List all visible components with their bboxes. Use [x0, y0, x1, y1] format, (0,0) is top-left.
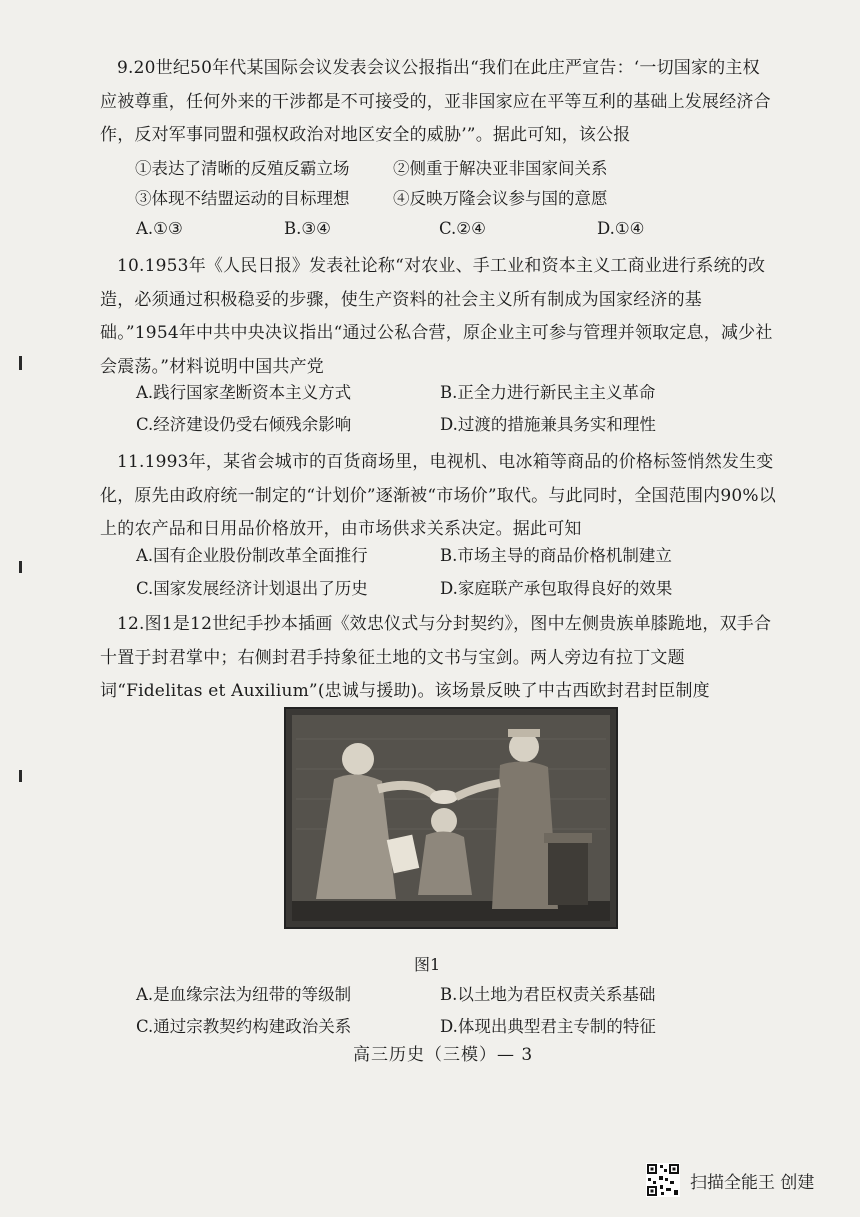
q9-option-a[interactable]: A.①③ — [136, 219, 183, 238]
q10-option-d[interactable]: D.过渡的措施兼具务实和理性 — [440, 415, 656, 434]
q9-option-d[interactable]: D.①④ — [597, 219, 645, 238]
figure-1-illustration — [284, 707, 618, 929]
binding-mark — [19, 356, 22, 370]
q12-option-d[interactable]: D.体现出典型君主专制的特征 — [440, 1017, 656, 1036]
q9-statement-4: ④反映万隆会议参与国的意愿 — [393, 189, 608, 208]
figure-1-caption: 图1 — [414, 955, 441, 974]
q10-option-b[interactable]: B.正全力进行新民主主义革命 — [440, 383, 656, 402]
q9-statement-1: ①表达了清晰的反殖反霸立场 — [135, 159, 350, 178]
q9-option-b[interactable]: B.③④ — [284, 219, 331, 238]
question-12-stem — [100, 608, 776, 709]
q9-option-c[interactable]: C.②④ — [439, 219, 486, 238]
question-11-text: 11.1993年，某省会城市的百货商场里，电视机、电冰箱等商品的价格标签悄然发生变化，原先由政府统一制定的“计划价”逐渐被“市场价”取代。与此同时，全国范围内90%以上的农产品和日用品价格放开，由市场供求关系决定。据此可知 — [100, 452, 776, 539]
qr-code-icon — [646, 1163, 680, 1197]
q11-option-d[interactable]: D.家庭联产承包取得良好的效果 — [440, 579, 673, 598]
question-11-stem — [100, 446, 776, 547]
binding-mark — [19, 770, 22, 782]
q9-statement-2: ②侧重于解决亚非国家间关系 — [393, 159, 608, 178]
q11-option-c[interactable]: C.国家发展经济计划退出了历史 — [136, 579, 368, 598]
q11-option-a[interactable]: A.国有企业股份制改革全面推行 — [136, 546, 368, 565]
page-footer: 高三历史（三模）— 3 — [353, 1045, 534, 1065]
question-9-text: 9.20世纪50年代某国际会议发表会议公报指出“我们在此庄严宣告：‘一切国家的主权应被尊重，任何外来的干涉都是不可接受的，亚非国家应在平等互利的基础上发展经济合作，反对军事同盟和强权政治对地区安全的威胁’”。据此可知，该公报 — [100, 58, 771, 145]
q9-statement-3: ③体现不结盟运动的目标理想 — [135, 189, 350, 208]
question-10-stem — [100, 250, 776, 384]
question-9-stem — [100, 52, 776, 153]
question-10-text: 10.1953年《人民日报》发表社论称“对农业、手工业和资本主义工商业进行系统的改造，必须通过积极稳妥的步骤，使生产资料的社会主义所有制成为国家经济的基础。”1954年中共中央决议指出“通过公私合营，原企业主可参与管理并领取定息，减少社会震荡。”材料说明中国共产党 — [100, 256, 773, 377]
q11-option-b[interactable]: B.市场主导的商品价格机制建立 — [440, 546, 672, 565]
scanner-watermark-label: 扫描全能王 创建 — [690, 1173, 815, 1193]
q12-option-b[interactable]: B.以土地为君臣权责关系基础 — [440, 985, 656, 1004]
q12-option-c[interactable]: C.通过宗教契约构建政治关系 — [136, 1017, 352, 1036]
binding-mark — [19, 561, 22, 573]
q10-option-a[interactable]: A.践行国家垄断资本主义方式 — [136, 383, 352, 402]
q10-option-c[interactable]: C.经济建设仍受右倾残余影响 — [136, 415, 352, 434]
question-12-text: 12.图1是12世纪手抄本插画《效忠仪式与分封契约》，图中左侧贵族单膝跪地，双手合十置于封君掌中；右侧封君手持象征土地的文书与宝剑。两人旁边有拉丁文题词“Fidelitas et Auxilium”(忠诚与援助)。该场景反映了中古西欧封君封臣制度 — [100, 614, 772, 701]
manuscript-scene — [286, 709, 616, 927]
q12-option-a[interactable]: A.是血缘宗法为纽带的等级制 — [136, 985, 352, 1004]
